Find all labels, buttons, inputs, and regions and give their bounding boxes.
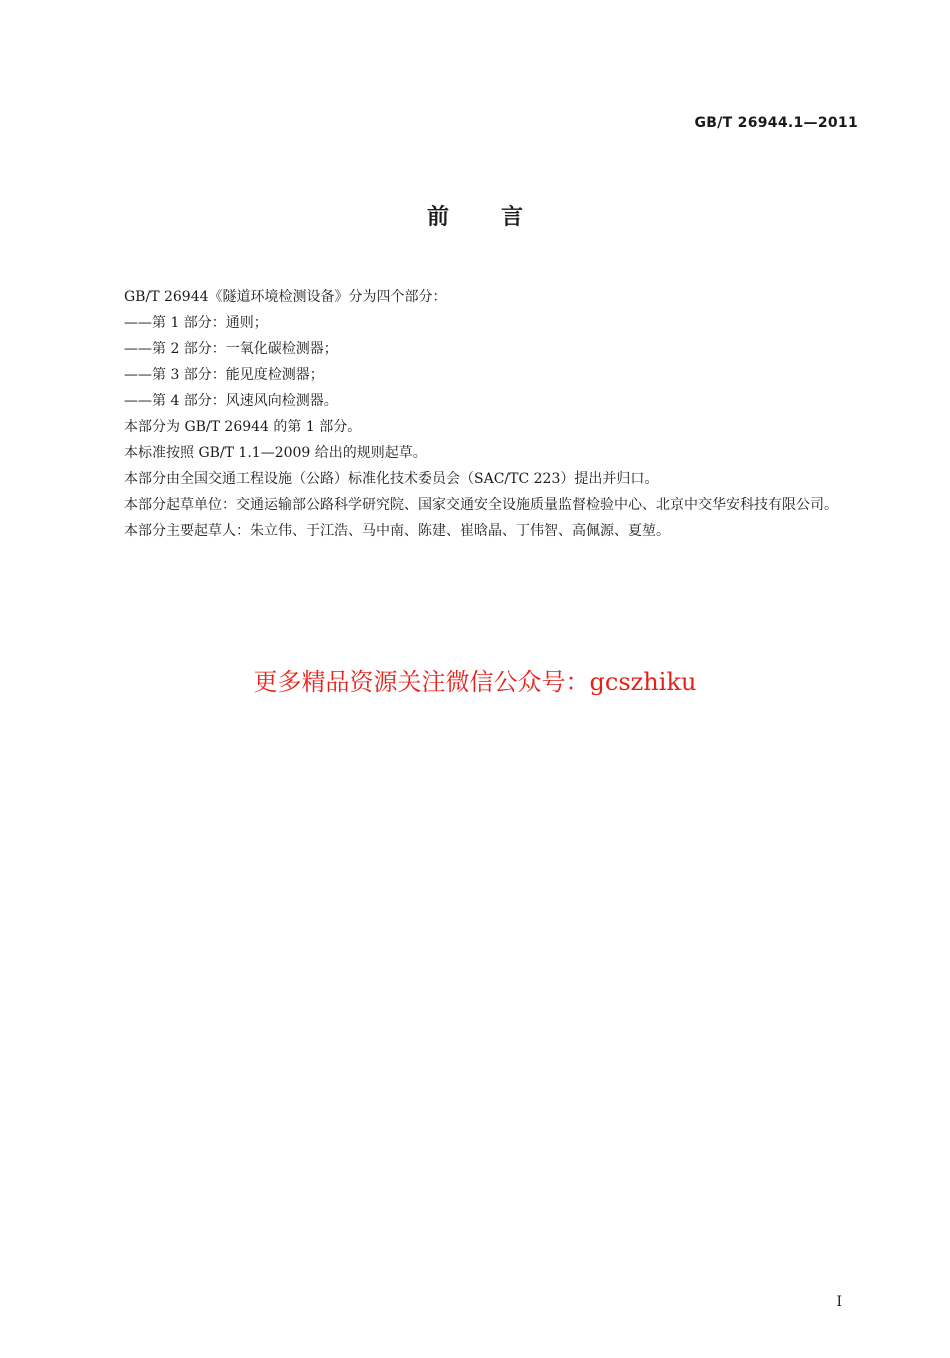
paragraph-drafters: 本部分主要起草人：朱立伟、于江浩、马中南、陈建、崔晗晶、丁伟智、高佩源、夏堃。 — [124, 523, 670, 539]
list-item-part-3: ——第 3 部分：能见度检测器； — [124, 367, 324, 383]
watermark-text: 更多精品资源关注微信公众号：gcszhiku — [253, 668, 697, 696]
list-item-part-4: ——第 4 部分：风速风向检测器。 — [124, 393, 338, 409]
paragraph-part-statement: 本部分为 GB/T 26944 的第 1 部分。 — [124, 419, 362, 435]
page-title: 前言 — [426, 205, 575, 230]
paragraph-drafting-units: 本部分起草单位：交通运输部公路科学研究院、国家交通安全设施质量监督检验中心、北京中交华安科技有限公司。 — [124, 497, 838, 513]
list-item-part-1: ——第 1 部分：通则； — [124, 315, 268, 331]
paragraph-intro: GB/T 26944《隧道环境检测设备》分为四个部分： — [124, 289, 447, 305]
standard-number: GB/T 26944.1—2011 — [694, 115, 858, 131]
paragraph-drafting-rules: 本标准按照 GB/T 1.1—2009 给出的规则起草。 — [124, 445, 427, 461]
body-text — [92, 284, 860, 544]
paragraph-proposer: 本部分由全国交通工程设施（公路）标准化技术委员会（SAC/TC 223）提出并归口。 — [124, 471, 659, 487]
page-number: I — [836, 1294, 842, 1310]
list-item-part-2: ——第 2 部分：一氧化碳检测器； — [124, 341, 338, 357]
